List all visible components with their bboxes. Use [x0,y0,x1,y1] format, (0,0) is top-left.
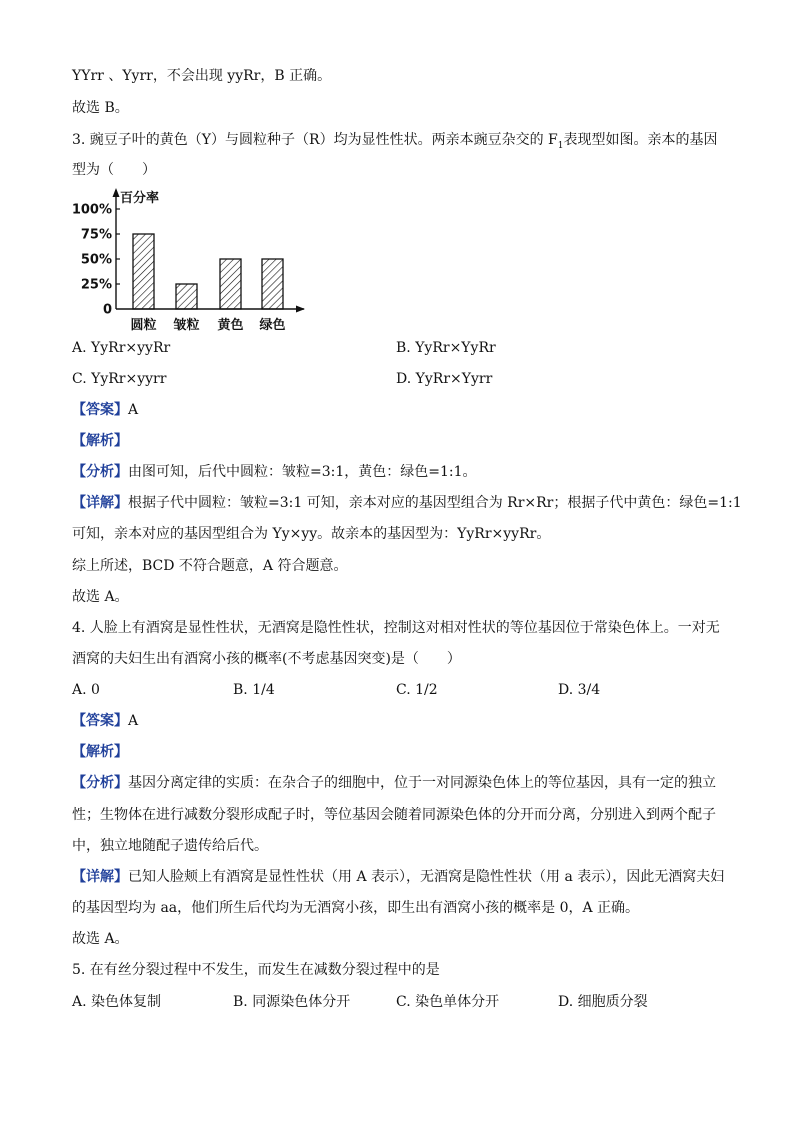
q4-option-c: C. 1/2 [396,682,438,698]
question-5-stem: 5. 在有丝分裂过程中不发生，而发生在减数分裂过程中的是 [72,962,440,978]
xiangjie-4 [72,867,724,887]
text-line: 故选 A。 [72,589,129,605]
xiangjie-3 [72,493,742,513]
x-tick-label: 绿色 [259,318,286,333]
q3-stem-part: 表现型如图。亲本的基因 [563,132,718,148]
q3-option-d: D. YyRr×Yyrr [396,371,493,387]
text-line: 故选 A。 [72,931,129,947]
bar-4 [262,259,283,309]
answer-3 [72,400,138,420]
q4-option-b: B. 1/4 [233,682,275,698]
answer-4 [72,711,138,731]
question-3-stem [72,130,718,156]
bar-chart [66,186,316,336]
y-tick-label: 75% [80,227,112,243]
y-axis-label: 百分率 [120,191,160,206]
text-line: 综上所述，BCD 不符合题意，A 符合题意。 [72,558,348,574]
q3-option-a: A. YyRr×yyRr [72,340,171,356]
q4-option-d: D. 3/4 [558,682,601,698]
question-4-stem-end: 酒窝的夫妇生出有酒窝小孩的概率(不考虑基因突变)是（ ） [72,651,461,667]
y-tick-label: 0 [102,302,112,318]
fenxi-4 [72,773,716,793]
text-line: 故选 B。 [72,100,129,116]
x-axis-arrow [296,306,305,313]
fenxi-text: 由图可知，后代中圆粒：皱粒=3:1，黄色：绿色=1:1。 [128,464,477,480]
text-line: 性；生物体在进行减数分裂形成配子时，等位基因会随着同源染色体的分开而分离，分别进入到两个配子 [72,807,716,823]
fenxi-text: 基因分离定律的实质：在杂合子的细胞中，位于一对同源染色体上的等位基因，具有一定的独立 [128,775,716,791]
bar-1 [133,234,154,309]
x-tick-label: 皱粒 [173,318,200,333]
q3-option-b: B. YyRr×YyRr [396,340,496,356]
q5-option-b: B. 同源染色体分开 [233,994,351,1010]
xiangjie-text: 根据子代中圆粒：皱粒=3:1 可知，亲本对应的基因型组合为 Rr×Rr；根据子代中黄色：绿色=1:1 [128,495,742,511]
answer-tag: 【答案】 [72,402,128,418]
y-tick-label: 50% [80,252,112,268]
q3-subscript: 1 [557,140,564,151]
fenxi-tag: 【分析】 [72,775,128,791]
q5-option-d: D. 细胞质分裂 [558,994,648,1010]
question-3-stem-end: 型为（ ） [72,162,156,178]
analysis-4-tag [72,742,128,762]
x-tick-label: 黄色 [217,318,244,333]
bar-3 [220,259,241,309]
answer-value: A [128,402,139,418]
answer-tag: 【答案】 [72,713,128,729]
q5-option-a: A. 染色体复制 [72,994,162,1010]
text-line: 的基因型均为 aa，他们所生后代均为无酒窝小孩，即生出有酒窝小孩的概率是 0，A 正确。 [72,900,640,916]
q3-option-c: C. YyRr×yyrr [72,371,167,387]
y-tick-label: 25% [80,277,112,293]
text-line: 可知，亲本对应的基因型组合为 Yy×yy。故亲本的基因型为：YyRr×yyRr。 [72,526,551,542]
y-tick-label: 100% [71,202,112,218]
q3-stem-part: 3. 豌豆子叶的黄色（Y）与圆粒种子（R）均为显性性状。两亲本豌豆杂交的 F [72,132,558,148]
analysis-tag: 【解析】 [72,744,128,760]
text-line: YYrr 、Yyrr，不会出现 yyRr，B 正确。 [72,68,332,84]
answer-value: A [128,713,139,729]
question-4-stem: 4. 人脸上有酒窝是显性性状，无酒窝是隐性性状，控制这对相对性状的等位基因位于常染色体上。一对无 [72,620,720,636]
x-tick-label: 圆粒 [130,318,157,333]
chart-labels [72,190,286,333]
fenxi-tag: 【分析】 [72,464,128,480]
xiangjie-text: 已知人脸颊上有酒窝是显性性状（用 A 表示），无酒窝是隐性性状（用 a 表示），因此无酒窝夫妇 [128,869,725,885]
y-axis-arrow [113,188,120,197]
text-line: 中，独立地随配子遗传给后代。 [72,838,268,854]
q5-option-c: C. 染色单体分开 [396,994,500,1010]
xiangjie-tag: 【详解】 [72,869,128,885]
fenxi-3 [72,462,477,482]
q4-option-a: A. 0 [72,682,100,698]
analysis-tag: 【解析】 [72,433,128,449]
xiangjie-tag: 【详解】 [72,495,128,511]
bar-2 [176,284,197,309]
analysis-3-tag [72,431,128,451]
chart-bars [133,234,283,309]
